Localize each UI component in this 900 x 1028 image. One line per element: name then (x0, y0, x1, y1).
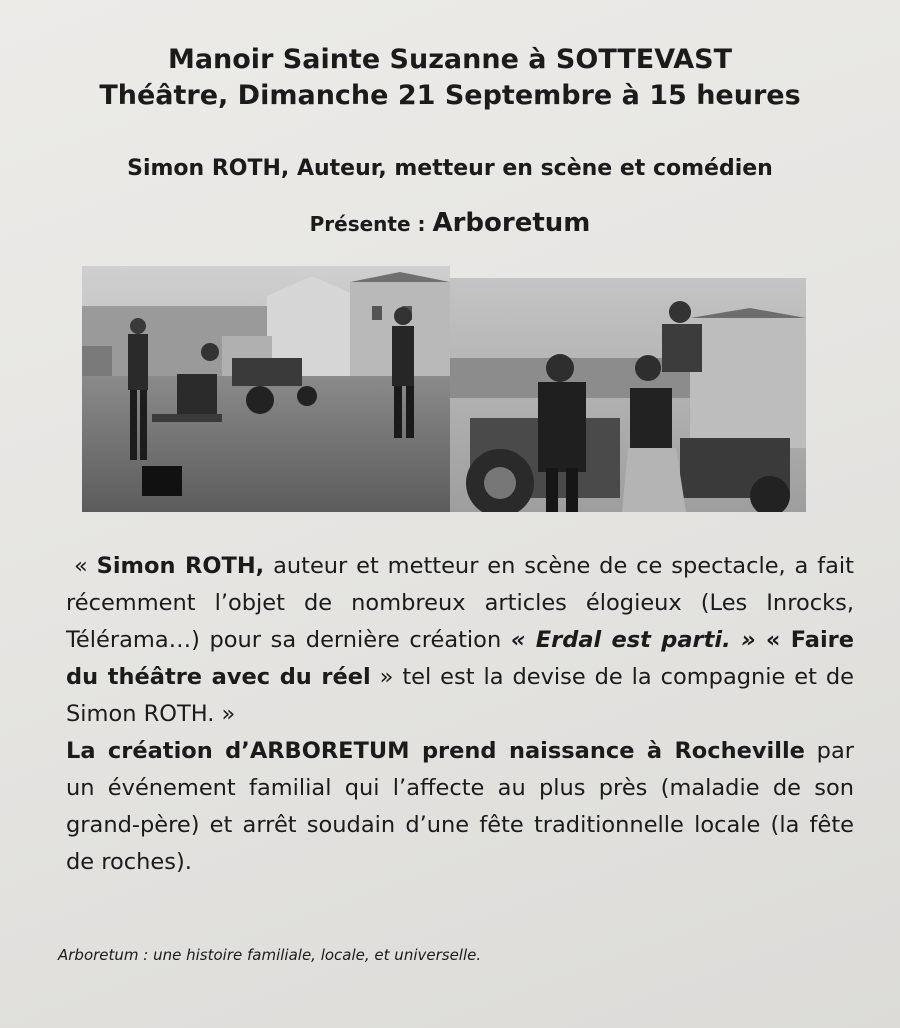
photo-strip (82, 266, 806, 512)
tagline: Arboretum : une histoire familiale, locale, et universelle. (58, 946, 482, 964)
presents-line (0, 208, 900, 238)
creation-text: par un événement familial qui l’affecte au plus près (maladie de son grand-père) et arrêt soudain d’une fête traditionnelle locale (la fête de roches). (66, 738, 854, 875)
date-line: Théâtre, Dimanche 21 Septembre à 15 heures (99, 80, 801, 111)
event-header (0, 42, 900, 114)
creation-lead: La création d’ARBORETUM prend naissance à Rocheville (66, 738, 805, 764)
venue-line: Manoir Sainte Suzanne à SOTTEVAST (167, 44, 733, 75)
description (66, 548, 854, 881)
open-quote: « (74, 553, 97, 579)
previous-show-title: « Erdal est parti. » (510, 627, 766, 653)
photo-courtyard-image (82, 266, 450, 512)
photo-tractor-image (450, 278, 806, 512)
paragraph-press (66, 548, 854, 733)
company-motto: « Faire du théâtre avec du réel (66, 627, 855, 690)
press-text: auteur et metteur en scène de ce spectacle, a fait récemment l’objet de nombreux articles élogieux (Les Inrocks, Télérama…) pour sa dernière création (66, 553, 854, 653)
paragraph-creation (66, 733, 854, 881)
presents-label: Présente : (309, 212, 433, 236)
show-title: Arboretum (432, 208, 591, 238)
motto-text: » tel est la devise de la compagnie et de Simon ROTH. » (66, 664, 854, 727)
author-line: Simon ROTH, Auteur, metteur en scène et comédien (127, 156, 773, 181)
photo-tractor (450, 278, 806, 512)
photo-courtyard (82, 266, 450, 512)
author-name: Simon ROTH, (96, 553, 265, 579)
